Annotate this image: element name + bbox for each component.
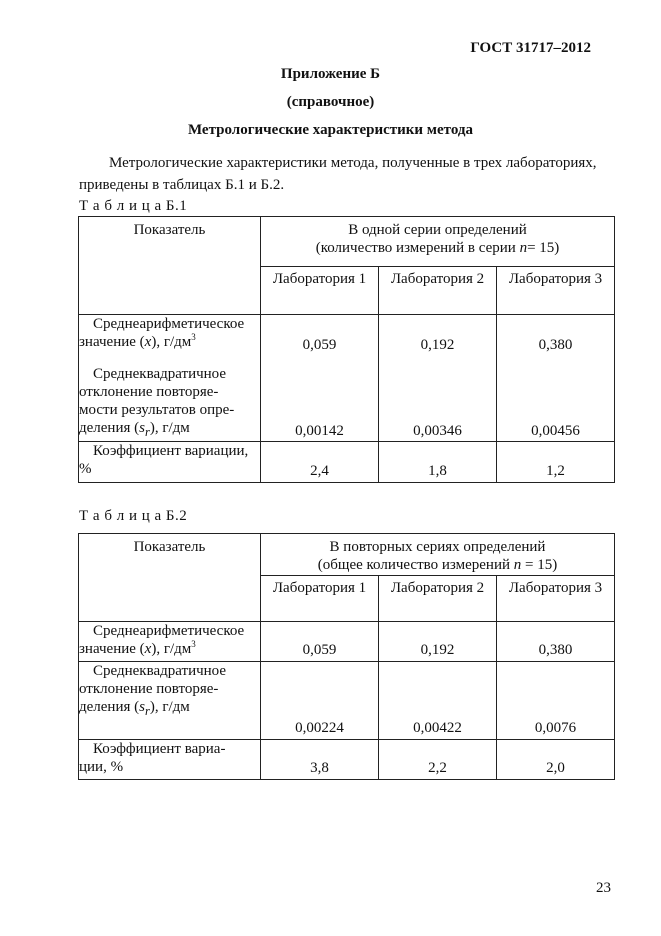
table2-indicator-sd: Среднеквадратичное отклонение повторяе- деления $(s_r)$, г/дм xyxy=(79,662,261,740)
table2-mean-lab-2: 0,192 xyxy=(379,622,497,662)
table1-indicator-cv: Коэффициент вариации, % xyxy=(79,442,261,483)
table1-cv-lab-3: 1,2 xyxy=(497,442,615,483)
table1-cv-lab-2: 1,8 xyxy=(379,442,497,483)
table1 xyxy=(78,216,615,483)
table2 xyxy=(78,533,615,780)
table2-group-header: В повторных сериях определений (общее количество измерений n = 15) xyxy=(261,534,615,576)
table1-cv-lab-1: 2,4 xyxy=(261,442,379,483)
table1-group-header: В одной серии определений (количество измерений в серии n= 15) xyxy=(261,217,615,267)
table1-values-lab-2: 0,192 0,00346 xyxy=(379,315,497,442)
table1-caption: Т а б л и ц а Б.1 xyxy=(79,198,188,214)
intro-paragraph xyxy=(79,152,614,196)
table2-mean-lab-3: 0,380 xyxy=(497,622,615,662)
table2-lab-1: Лаборатория 1 xyxy=(261,576,379,622)
page-number: 23 xyxy=(596,880,611,896)
intro-line-2: приведены в таблицах Б.1 и Б.2. xyxy=(79,177,285,193)
appendix-title: Приложение Б xyxy=(280,66,381,82)
table1-lab-1: Лаборатория 1 xyxy=(261,267,379,315)
table2-sd-lab-2: 0,00422 xyxy=(379,662,497,740)
table1-values-lab-3: 0,380 0,00456 xyxy=(497,315,615,442)
appendix-status: (справочное) xyxy=(286,94,375,110)
table1-indicator-header: Показатель xyxy=(79,217,261,315)
table1-indicator-mean-sd: Среднеарифметическое значение (x), $г/дм^3$ Среднеквадратичное отклонение повторяе- мости результатов опре- деления $(s_r)$, г/дм xyxy=(79,315,261,442)
intro-line-1: Метрологические характеристики метода, полученные в трех лабораториях, xyxy=(109,155,597,171)
table2-sd-lab-3: 0,0076 xyxy=(497,662,615,740)
appendix-heading: Метрологические характеристики метода xyxy=(187,122,474,138)
table2-sd-lab-1: 0,00224 xyxy=(261,662,379,740)
table2-caption: Т а б л и ц а Б.2 xyxy=(79,508,188,524)
table2-cv-lab-3: 2,0 xyxy=(497,740,615,780)
table2-indicator-cv: Коэффициент вариа- ции, % xyxy=(79,740,261,780)
table1-lab-3: Лаборатория 3 xyxy=(497,267,615,315)
table2-mean-lab-1: 0,059 xyxy=(261,622,379,662)
table1-values-lab-1: 0,059 0,00142 xyxy=(261,315,379,442)
table2-indicator-header: Показатель xyxy=(79,534,261,622)
table2-cv-lab-1: 3,8 xyxy=(261,740,379,780)
table2-lab-3: Лаборатория 3 xyxy=(497,576,615,622)
table2-cv-lab-2: 2,2 xyxy=(379,740,497,780)
table2-indicator-mean: Среднеарифметическое значение (x), $г/дм^3$ xyxy=(79,622,261,662)
table1-lab-2: Лаборатория 2 xyxy=(379,267,497,315)
table2-lab-2: Лаборатория 2 xyxy=(379,576,497,622)
standard-code: ГОСТ 31717–2012 xyxy=(470,40,591,56)
